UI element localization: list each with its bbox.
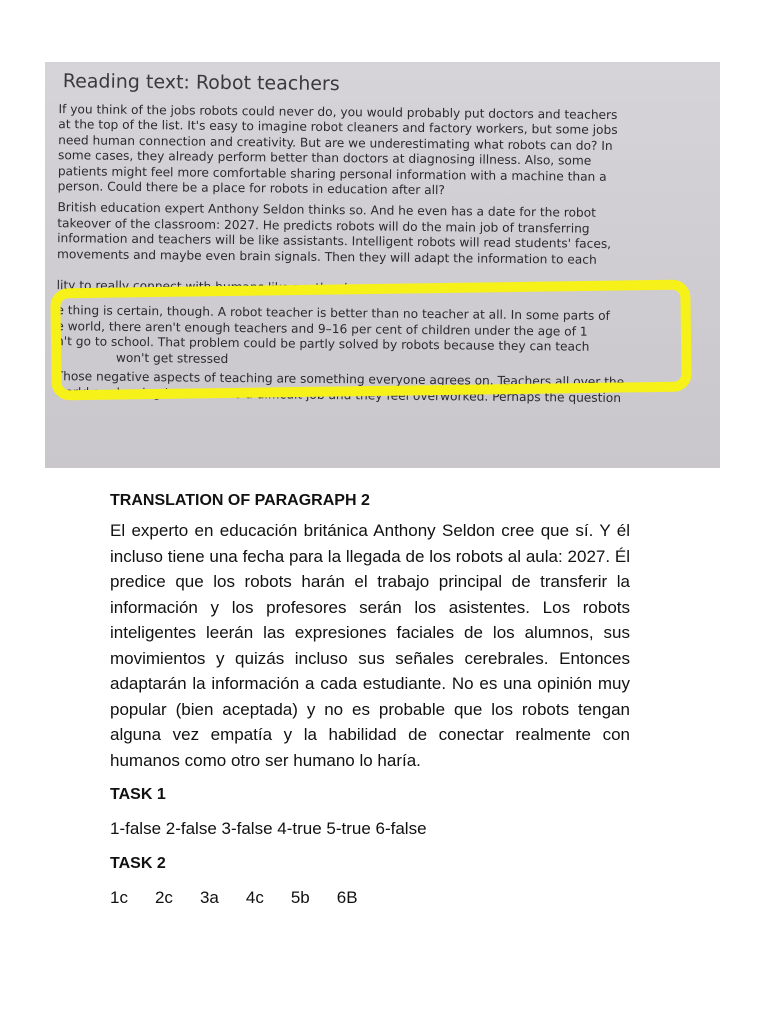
task2-answer: 6B <box>336 888 358 907</box>
photo-line: patients might feel more comfortable sharing personal information with a machine than a <box>57 163 607 184</box>
yellow-highlight-box <box>50 280 692 401</box>
task1-answers: 1-false 2-false 3-false 4-true 5-true 6-false <box>110 819 427 838</box>
photo-line: person. Could there be a place for robots in education after all? <box>57 179 445 198</box>
task2-answer: 3a <box>199 888 219 907</box>
photo-line: some cases, they already perform better than doctors at diagnosing illness. Also, some <box>57 148 592 168</box>
task2-answers <box>110 885 630 911</box>
photo-line: takeover of the classroom: 2027. He predicts robots will do the main job of transferring <box>57 215 590 236</box>
photo-line: British education expert Anthony Seldon thinks so. And he even has a date for the robot <box>57 200 596 221</box>
task2-answer: 1c <box>110 888 128 907</box>
photo-title: Reading text: Robot teachers <box>62 70 340 96</box>
photo-paragraph-1 <box>58 102 699 201</box>
textbook-photo <box>45 62 720 468</box>
photo-line: e world, there aren't enough teachers and 9–16 per cent of children under the age of 1 <box>56 319 588 339</box>
photo-line: movements and maybe even brain signals. Then they will adapt the information to each <box>56 246 597 267</box>
photo-line: lity to really connect with humans like another human can. <box>56 278 417 296</box>
photo-line: e thing is certain, though. A robot teacher is better than no teacher at all. In some parts of <box>56 303 610 324</box>
translation-paragraph: El experto en educación británica Anthony Seldon cree que sí. Y él incluso tiene una fecha para la llegada de los robots al aula: 2027. Él predice que los robots harán el trabajo principal de transferir la información y los profesores serán los asistentes. Los robots inteligentes leerán las expresiones faciales de los alumnos, sus movimientos y quizás incluso sus señales cerebrales. Entonces adaptarán la información a cada estudiante. No es una opinión muy popular (bien aceptada) y no es probable que los robots tengan alguna vez empatía y la habilidad de conectar realmente con humanos como otro ser humano lo haría. <box>110 521 630 770</box>
task2-heading: TASK 2 <box>110 855 166 872</box>
task2-answer: 4c <box>245 888 264 907</box>
photo-content <box>45 62 720 468</box>
document-body <box>110 488 630 911</box>
task2-answer: 2c <box>154 888 173 907</box>
photo-line: Those negative aspects of teaching are something everyone agrees on. Teachers all over the <box>55 369 625 390</box>
photo-line: won't get stressed <box>115 350 229 366</box>
photo-line: n't go to school. That problem could be partly solved by robots because they can teach <box>56 334 590 354</box>
photo-line: world are leaving because it is a difficult job and they feel overworked. Perhaps the question <box>55 384 622 405</box>
task2-answer: 5b <box>290 888 310 907</box>
translation-heading: TRANSLATION OF PARAGRAPH 2 <box>110 492 370 509</box>
photo-line: need human connection and creativity. But are we underestimating what robots can do? In <box>58 132 613 153</box>
photo-line: at the top of the list. It's easy to imagine robot cleaners and factory workers, but some jobs <box>58 117 618 138</box>
photo-line: information and teachers will be like assistants. Intelligent robots will read students' faces, <box>57 231 612 252</box>
task1-heading: TASK 1 <box>110 786 166 803</box>
photo-line: If you think of the jobs robots could never do, you would probably put doctors and teachers <box>58 102 618 122</box>
